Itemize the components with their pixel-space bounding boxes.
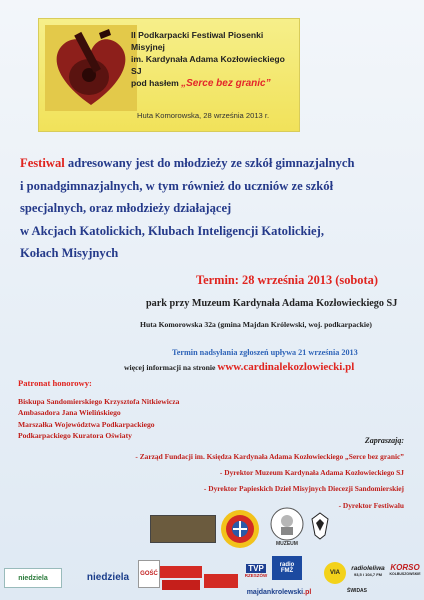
swidas-logo (342, 584, 372, 598)
ppdm-emblem-icon (220, 509, 260, 549)
radio-name-label: FMŻ (280, 568, 294, 574)
korso-logo (390, 558, 420, 580)
majdan-label: majdankrolewski (246, 588, 304, 596)
inviter-item: - Dyrektor Papieskich Dzieł Misyjnych Diecezji Sandomierskiej (203, 484, 404, 494)
newspaper-logo-3 (204, 574, 238, 588)
via-label: VIA (329, 570, 340, 576)
gosc-logo (138, 560, 160, 588)
patron-item: Ambasadora Jana Wielińskiego (18, 408, 121, 418)
intro-first-word: Festiwal (20, 156, 65, 170)
tvp-logo (242, 554, 270, 588)
website-link[interactable]: www.cardinalekozlowiecki.pl (217, 361, 355, 373)
event-venue: park przy Muzeum Kardynała Adama Kozłowieckiego SJ (146, 298, 398, 309)
korso-label: KORSO (390, 562, 420, 572)
niedziela-small-logo (4, 568, 62, 588)
festival-banner (38, 18, 300, 132)
submission-deadline: Termin nadsyłania zgłoszeń upływa 21 września 2013 (172, 348, 358, 357)
niedziela-label: niedziela (86, 571, 130, 583)
inviters-heading: Zapraszają: (364, 436, 404, 445)
majdankrolewski-logo (236, 587, 322, 597)
radio-leliwa-label: radioleliwa (351, 565, 385, 572)
event-address: Huta Komorowska 32a (gmina Majdan Królewski, woj. podkarpackie) (140, 320, 372, 329)
intro-line-5: Kołach Misyjnych (20, 246, 119, 260)
sponsor-logos-bottom (4, 554, 420, 598)
patronage-list (18, 396, 278, 441)
sponsor-logos-top (150, 507, 330, 549)
more-info-prefix: więcej informacji na stronie (124, 363, 218, 372)
radio-leliwa-logo (348, 558, 388, 584)
patron-item: Podkarpackiego Kuratora Oświaty (18, 430, 132, 440)
gosc-label: GOŚĆ (140, 571, 158, 577)
korso-sub-label: KOLBUSZOWSKIE (389, 571, 421, 576)
inviter-item: - Zarząd Fundacji im. Księdza Kardynała Adama Kozłowieckiego „Serce bez granic” (135, 452, 404, 461)
inviter-item: - Dyrektor Festiwalu (338, 500, 404, 510)
via-logo (324, 562, 346, 584)
niedziela-logo (80, 568, 136, 586)
heart-guitar-icon (45, 25, 137, 111)
muzeum-emblem-icon (270, 507, 304, 541)
inviter-item: - Dyrektor Muzeum Kardynała Adama Kozłowieckiego SJ (219, 468, 404, 478)
tvp-label: TVP (248, 564, 264, 573)
intro-line-1 (20, 152, 410, 175)
banner-place-date: Huta Komorowska, 28 września 2013 r. (137, 111, 270, 120)
fundacja-logo (150, 515, 216, 543)
swidas-label: ŚWIDAS (347, 588, 367, 594)
banner-line-3-prefix: pod hasłem (131, 78, 182, 88)
banner-line-2: im. Kardynała Adama Kozłowieckiego SJ (131, 54, 285, 76)
niedziela-small-label: niedziela (18, 574, 48, 582)
more-info (124, 361, 354, 373)
newspaper-logo-2 (162, 580, 200, 590)
intro-line-2: i ponadgimnazjalnych, w tym również do uczniów ze szkół (20, 178, 334, 193)
banner-line-1: II Podkarpacki Festiwal Piosenki Misyjnej (131, 30, 264, 52)
newspaper-logo-1 (160, 566, 202, 578)
event-date: Termin: 28 września 2013 (sobota) (196, 273, 378, 287)
inviters-list (64, 449, 404, 514)
radio-logo (272, 556, 302, 580)
patron-item: Marszałka Województwa Podkarpackiego (18, 419, 155, 429)
tvp-region-label: RZESZÓW (244, 573, 268, 578)
banner-motto: „Serce bez granic” (181, 78, 271, 89)
patron-item: Biskupa Sandomierskiego Krzysztofa Nitkiewicza (18, 397, 180, 406)
patronage-heading: Patronat honorowy: (18, 378, 92, 388)
festival-description (20, 152, 410, 265)
intro-line-3: specjalnych, oraz młodzieży działającej (20, 201, 232, 215)
banner-title (131, 29, 296, 90)
muzeum-label: MUZEUM (276, 541, 298, 547)
intro-line-1-rest: adresowany jest do młodzieży ze szkół gimnazjalnych (64, 156, 355, 170)
radio-leliwa-freq: 93,5 i 104,7 FM (353, 572, 382, 577)
eagle-crest-icon (310, 511, 330, 541)
majdan-suffix: .pl (303, 588, 312, 596)
intro-line-4: w Akcjach Katolickich, Klubach Inteligencji Katolickiej, (20, 223, 324, 238)
radio-label: radio (279, 562, 295, 568)
banner-line-3 (131, 77, 296, 90)
